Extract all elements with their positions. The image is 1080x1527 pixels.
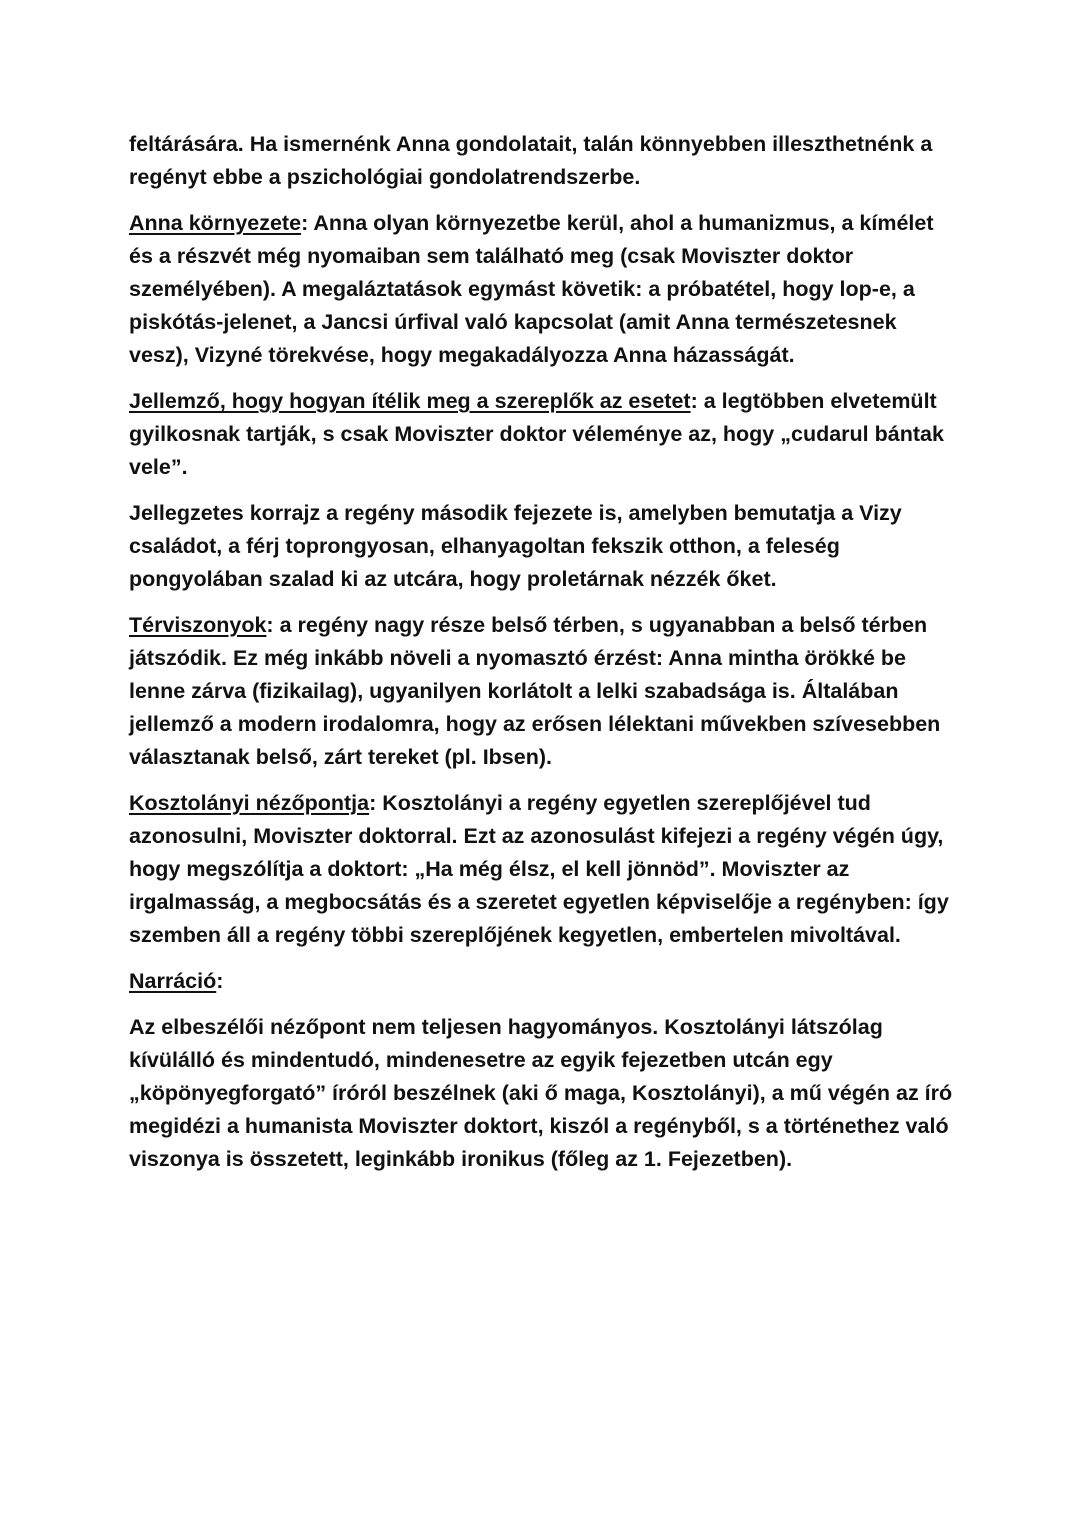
section-heading-kosztolanyi-viewpoint: Kosztolányi nézőpontja <box>129 791 370 815</box>
heading-colon: : <box>301 211 309 235</box>
paragraph-kosztolanyi-viewpoint <box>129 787 959 952</box>
section-heading-characters-judgement: Jellemző, hogy hogyan ítélik meg a szereplők az esetet <box>129 389 691 413</box>
section-heading-spatial-relations: Térviszonyok <box>129 613 267 637</box>
paragraph-intro-continuation: feltárására. Ha ismernénk Anna gondolatait, talán könnyebben illeszthetnénk a regényt ebbe a pszichológiai gondolatrendszerbe. <box>129 132 933 189</box>
heading-colon: : <box>690 389 698 413</box>
paragraph-text: Kosztolányi a regény egyetlen szereplőjével tud azonosulni, Moviszter doktorral. Ezt az azonosulást kifejezi a regény végén úgy, hogy megszólítja a doktort: „Ha még élsz, el kell jönnöd”. Moviszter az irgalmasság, a megbocsátás és a szeretet egyetlen képviselője a regényben: így szemben áll a regény többi szereplőjének kegyetlen, embertelen mivoltával. <box>129 791 949 947</box>
heading-colon: : <box>369 791 377 815</box>
section-heading-narration: Narráció <box>129 969 217 993</box>
paragraph-text: a legtöbben elvetemült gyilkosnak tartják, s csak Moviszter doktor véleménye az, hogy „cudarul bántak vele”. <box>129 389 944 479</box>
paragraph-text: Anna olyan környezetbe kerül, ahol a humanizmus, a kímélet és a részvét még nyomaiban sem található meg (csak Moviszter doktor személyében). A megaláztatások egymást követik: a próbatétel, hogy lop-e, a piskótás-jelenet, a Jancsi úrfival való kapcsolat (amit Anna természetesnek vesz), Vizyné törekvése, hogy megakadályozza Anna házasságát. <box>129 211 934 367</box>
heading-colon: : <box>266 613 274 637</box>
heading-colon: : <box>216 969 224 993</box>
paragraph-period-portrait: Jellegzetes korrajz a regény második fejezete is, amelyben bemutatja a Vizy családot, a férj toprongyosan, elhanyagoltan fekszik otthon, a feleség pongyolában szalad ki az utcára, hogy proletárnak nézzék őket. <box>129 501 902 591</box>
section-heading-anna-environment: Anna környezete <box>129 211 302 235</box>
paragraph-anna-environment <box>129 207 959 372</box>
paragraph-narration: Az elbeszélői nézőpont nem teljesen hagyományos. Kosztolányi látszólag kívülálló és mindentudó, mindenesetre az egyik fejezetben utcán egy „köpönyegforgató” íróról beszélnek (aki ő maga, Kosztolányi), a mű végén az író megidézi a humanista Moviszter doktort, kiszól a regényből, s a történethez való viszonya is összetett, leginkább ironikus (főleg az 1. Fejezetben). <box>129 1015 953 1171</box>
paragraph-spatial-relations <box>129 609 959 774</box>
paragraph-characters-judgement <box>129 385 959 484</box>
paragraph-narration-heading <box>129 965 959 998</box>
paragraph-text: a regény nagy része belső térben, s ugyanabban a belső térben játszódik. Ez még inkább növeli a nyomasztó érzést: Anna mintha örökké be lenne zárva (fizikailag), ugyanilyen korlátolt a lelki szabadsága is. Általában jellemző a modern irodalomra, hogy az erősen lélektani művekben szívesebben választanak belső, zárt tereket (pl. Ibsen). <box>129 613 941 769</box>
document-page <box>129 128 959 1189</box>
